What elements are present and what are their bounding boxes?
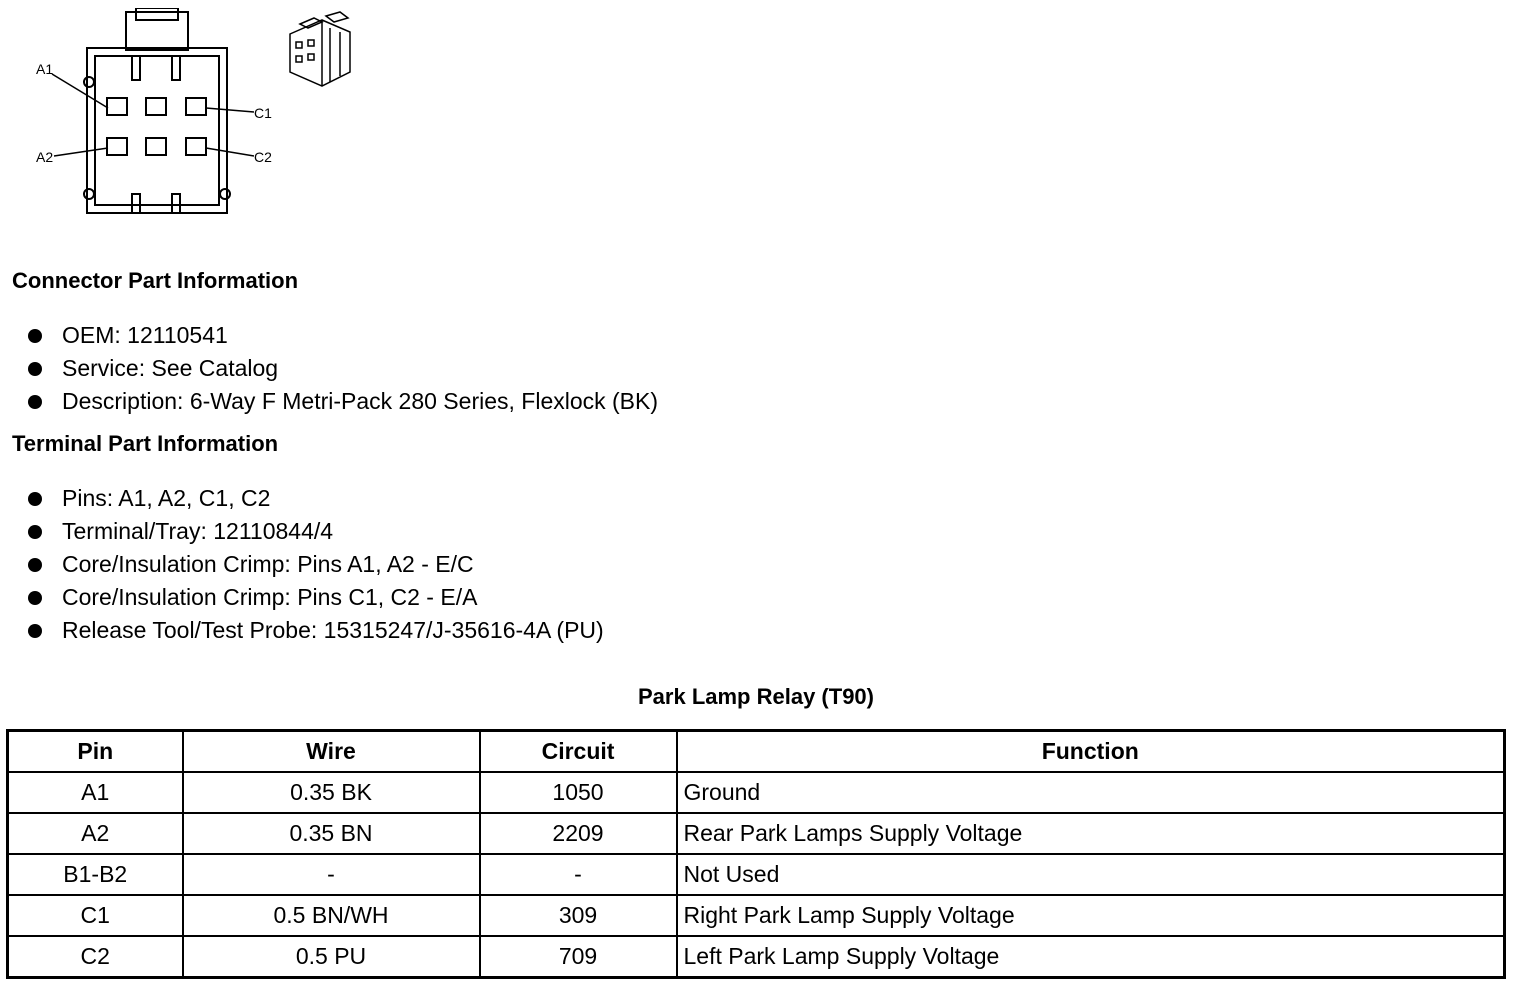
bullet-icon <box>28 525 42 539</box>
header-pin: Pin <box>8 731 183 773</box>
table-title: Park Lamp Relay (T90) <box>638 684 874 709</box>
callout-c1: C1 <box>254 105 272 121</box>
cell-wire: - <box>183 854 480 895</box>
table-header-row <box>8 731 1505 773</box>
table-row <box>8 895 1505 936</box>
bullet-icon <box>28 624 42 638</box>
header-function: Function <box>677 731 1505 773</box>
cell-circuit: 309 <box>480 895 677 936</box>
cell-pin: C2 <box>8 936 183 978</box>
cell-wire: 0.5 BN/WH <box>183 895 480 936</box>
cell-pin: A2 <box>8 813 183 854</box>
list-item: OEM: 12110541 <box>28 319 658 352</box>
cell-wire: 0.35 BK <box>183 772 480 813</box>
list-item: Core/Insulation Crimp: Pins A1, A2 - E/C <box>28 548 604 581</box>
table-row <box>8 772 1505 813</box>
cell-function: Left Park Lamp Supply Voltage <box>677 936 1505 978</box>
cell-circuit: 1050 <box>480 772 677 813</box>
connector-face-diagram <box>30 8 280 218</box>
bullet-icon <box>28 591 42 605</box>
cell-pin: B1-B2 <box>8 854 183 895</box>
list-item: Release Tool/Test Probe: 15315247/J-35616-4A (PU) <box>28 614 604 647</box>
table-row <box>8 813 1505 854</box>
connector-part-info-list <box>28 319 658 418</box>
callout-c2: C2 <box>254 149 272 165</box>
list-item: Pins: A1, A2, C1, C2 <box>28 482 604 515</box>
table-row <box>8 854 1505 895</box>
bullet-icon <box>28 558 42 572</box>
bullet-icon <box>28 492 42 506</box>
callout-a1: A1 <box>36 61 54 77</box>
connector-part-info-heading: Connector Part Information <box>12 268 299 293</box>
list-item: Terminal/Tray: 12110844/4 <box>28 515 604 548</box>
bullet-icon <box>28 329 42 343</box>
cell-pin: C1 <box>8 895 183 936</box>
bullet-icon <box>28 395 42 409</box>
table-row <box>8 936 1505 978</box>
terminal-part-info-list <box>28 482 604 647</box>
cell-function: Right Park Lamp Supply Voltage <box>677 895 1505 936</box>
pinout-table <box>6 729 1506 979</box>
list-item: Core/Insulation Crimp: Pins C1, C2 - E/A <box>28 581 604 614</box>
list-item: Service: See Catalog <box>28 352 658 385</box>
list-item: Description: 6-Way F Metri-Pack 280 Series, Flexlock (BK) <box>28 385 658 418</box>
cell-function: Ground <box>677 772 1505 813</box>
header-circuit: Circuit <box>480 731 677 773</box>
cell-function: Not Used <box>677 854 1505 895</box>
terminal-part-info-heading: Terminal Part Information <box>12 431 279 456</box>
cell-wire: 0.35 BN <box>183 813 480 854</box>
cell-wire: 0.5 PU <box>183 936 480 978</box>
cell-circuit: 709 <box>480 936 677 978</box>
cell-pin: A1 <box>8 772 183 813</box>
connector-isometric-icon <box>282 10 360 90</box>
cell-circuit: 2209 <box>480 813 677 854</box>
callout-a2: A2 <box>36 149 54 165</box>
cell-function: Rear Park Lamps Supply Voltage <box>677 813 1505 854</box>
bullet-icon <box>28 362 42 376</box>
header-wire: Wire <box>183 731 480 773</box>
cell-circuit: - <box>480 854 677 895</box>
